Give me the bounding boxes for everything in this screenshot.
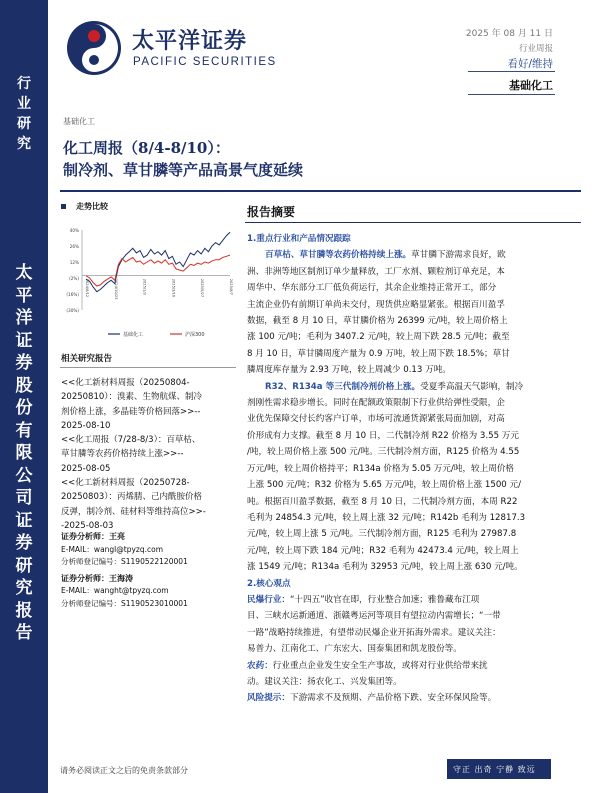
summary-heading: 报告摘要 bbox=[247, 205, 296, 219]
series-line bbox=[86, 232, 230, 291]
company-char: 太 bbox=[15, 263, 33, 283]
analyst-block bbox=[61, 531, 241, 610]
summary-line: 易普力、江南化工、广东宏大、国泰集团和凯龙股份等。 bbox=[247, 644, 462, 655]
logo-english-text: PACIFIC SECURITIES bbox=[133, 56, 277, 68]
summary-paragraph-text: “十四五”收官在即，行业整合加速；雅鲁藏布江项 bbox=[289, 594, 480, 605]
company-char: 限 bbox=[15, 443, 33, 463]
footer-disclaimer: 请务必阅读正文之后的免责条款部分 bbox=[60, 766, 188, 775]
related-report-line: 20250810）：溴素、生物航煤、制冷 bbox=[61, 392, 203, 403]
company-char: 证 bbox=[15, 510, 33, 531]
summary-line: 目、三峡水运新通道、浙赣粤运河等项目有望拉动内需增长；“一带 bbox=[247, 611, 501, 622]
summary-line: 元/吨，较上周下跌 184 元/吨；R32 毛利为 42473.4 元/吨，较上周上 bbox=[247, 545, 519, 556]
related-report-line: -2025-08-03 bbox=[61, 520, 114, 531]
related-report-line: 2025-08-05 bbox=[61, 463, 111, 474]
company-char: 告 bbox=[15, 623, 33, 643]
summary-paragraph bbox=[247, 592, 577, 608]
summary-paragraph bbox=[247, 379, 577, 395]
y-tick-label: (16%) bbox=[66, 292, 79, 297]
company-char: 究 bbox=[15, 578, 33, 598]
summary-paragraph bbox=[247, 690, 577, 706]
summary-line: 数据，截至 8 月 10 日，草甘膦价格为 26399 元/吨，较上周价格上 bbox=[247, 316, 508, 327]
company-char: 平 bbox=[15, 285, 33, 306]
x-tick-label: 2024/10/23 bbox=[113, 278, 118, 300]
x-tick-label: 2025/8/7 bbox=[229, 278, 233, 295]
summary-paragraph-lead: 风险提示： bbox=[247, 693, 290, 704]
footer-motto: 守正 出奇 宁静 致远 bbox=[453, 765, 536, 774]
summary-line: 8 月 10 日，草甘膦周度产量为 0.9 万吨，较上周下跌 18.5%；草甘 bbox=[247, 348, 510, 359]
summary-line: /吨，较上周价格上涨 500 元/吨。三代制冷剂方面，R125 价格为 4.55 bbox=[247, 447, 520, 458]
company-char: 洋 bbox=[15, 308, 33, 328]
summary-line: 价形成有力支撑。截至 8 月 10 日，二代制冷剂 R22 价格为 3.55 万元 bbox=[247, 430, 519, 441]
y-tick-label: 12% bbox=[69, 260, 79, 265]
summary-line: 元/吨，较上周上涨 5 元/吨。三代制冷剂方面，R125 毛利为 27987.8 bbox=[247, 529, 517, 540]
page-subtitle: 制冷剂、草甘膦等产品高景气度延续 bbox=[63, 161, 304, 179]
summary-line: 剂刚性需求稳步增长。同时在配额政策限制下行业供给弹性受限，企 bbox=[247, 398, 505, 409]
summary-paragraph-lead: 百草枯、草甘膦等农药价格持续上涨。 bbox=[265, 250, 412, 261]
breadcrumb: 基础化工 bbox=[63, 117, 95, 126]
related-reports-list bbox=[61, 376, 241, 533]
summary-paragraph-lead: 民爆行业： bbox=[247, 594, 290, 605]
section-heading: 1.重点行业和产品情况跟踪 bbox=[247, 234, 351, 244]
category-char: 行 bbox=[17, 76, 31, 92]
legend-label: 基础化工 bbox=[123, 332, 144, 338]
analyst-email[interactable]: E-MAIL：wangl@tpyzq.com bbox=[61, 544, 164, 554]
company-char: 券 bbox=[15, 533, 33, 553]
summary-paragraph-text: 受夏季高温天气影响，制冷 bbox=[420, 381, 524, 392]
summary-paragraph-lead: R32、R134a 等三代制冷剂价格上涨。 bbox=[265, 381, 421, 392]
legend-label: 沪深300 bbox=[185, 332, 205, 338]
trend-chart bbox=[60, 224, 236, 346]
summary-line: 一路”战略持续推进，有望带动民爆企业开拓海外需求。建议关注： bbox=[247, 627, 501, 638]
report-date: 2025 年 08 月 11 日 bbox=[465, 29, 553, 39]
y-tick-label: 26% bbox=[69, 244, 79, 249]
related-reports-heading: 相关研究报告 bbox=[61, 354, 113, 364]
company-char: 报 bbox=[15, 600, 33, 621]
summary-line: 涨 100 元/吨；毛利为 3407.2 元/吨，较上周下跌 28.5 元/吨；截至 bbox=[247, 332, 510, 343]
summary-line: 洲、非洲等地区制剂订单少量释放，工厂水剂、颗粒剂订单充足，本 bbox=[247, 266, 505, 277]
x-tick-label: 2025/5/27 bbox=[200, 278, 205, 298]
company-char: 研 bbox=[15, 555, 33, 576]
summary-paragraph bbox=[247, 247, 577, 263]
category-char: 究 bbox=[17, 136, 31, 152]
summary-line: 涨 1549 元/吨；R134a 毛利为 32953 元/吨，较上周上涨 630 元/吨。 bbox=[247, 562, 523, 573]
related-report-line: 20250803）：丙烯腈、己内酰胺价格 bbox=[61, 492, 203, 503]
summary-paragraph bbox=[247, 658, 577, 674]
summary-line: 动。建议关注：扬农化工、兴发集团等。 bbox=[247, 676, 402, 687]
analyst-cert: 分析师登记编号：S1190523010001 bbox=[61, 598, 188, 608]
series-line bbox=[86, 255, 230, 286]
summary-line: 主流企业仍有前期订单尚未交付，现货供应略显紧张。根据百川盈孚 bbox=[247, 299, 505, 310]
analyst-email[interactable]: E-MAIL：wanght@tpyzq.com bbox=[61, 586, 169, 595]
summary-paragraph-lead: 农药： bbox=[247, 660, 273, 671]
report-type: 行业周报 bbox=[518, 44, 553, 54]
bullet-square-icon bbox=[61, 204, 66, 209]
related-report-line: <<化工周报（7/28-8/3）：百草枯、 bbox=[61, 435, 201, 446]
summary-line: 毛利为 24854.3 元/吨，较上周上涨 32 元/吨；R142b 毛利为 12817.3 bbox=[247, 512, 526, 523]
company-char: 有 bbox=[15, 420, 33, 441]
analyst-name: 证券分析师：王海涛 bbox=[61, 573, 133, 583]
summary-line: 周华中、华东部分工厂低负荷运行，其余企业维持正常开工，部分 bbox=[247, 283, 497, 294]
category-char: 业 bbox=[17, 96, 31, 112]
related-divider bbox=[60, 367, 236, 368]
logo-mark-icon bbox=[64, 18, 124, 78]
company-char: 券 bbox=[15, 353, 33, 373]
sector-label: 基础化工 bbox=[509, 79, 553, 92]
trend-heading: 走势比较 bbox=[61, 201, 108, 212]
related-report-line: <<化工新材料周报（20250804- bbox=[61, 378, 190, 388]
header-divider bbox=[468, 94, 555, 95]
x-tick-label: 2025/3/16 bbox=[171, 278, 176, 298]
analyst-name: 证券分析师：王亮 bbox=[61, 532, 125, 541]
x-tick-label: 2024/8/12 bbox=[85, 278, 89, 298]
y-tick-label: 40% bbox=[69, 228, 79, 233]
related-report-line: 反弹，制冷剂、硅材料等维持高位>>- bbox=[61, 506, 206, 517]
y-tick-label: (2%) bbox=[69, 276, 79, 281]
summary-line: 业优先保障交付长约客户订单，市场可流通货源紧张局面加剧，对高 bbox=[247, 414, 505, 425]
page-title: 化工周报（8/4-8/10）： bbox=[63, 139, 230, 157]
rating-badge: 看好/维持 bbox=[507, 58, 553, 70]
x-tick-label: 2025/1/3 bbox=[142, 278, 147, 295]
company-char: 公 bbox=[15, 465, 33, 486]
company-name-tag bbox=[13, 262, 35, 645]
logo bbox=[64, 18, 277, 82]
summary-line: 万元/吨，较上周价格持平；R134a 价格为 5.05 万元/吨，较上周价格 bbox=[247, 463, 515, 474]
title-divider bbox=[60, 190, 581, 192]
company-char: 司 bbox=[15, 488, 33, 508]
related-report-line: 剂价格上涨，多晶硅等价格回落>>-- bbox=[61, 406, 201, 417]
company-char: 股 bbox=[15, 375, 33, 396]
header-divider bbox=[468, 71, 555, 72]
summary-body bbox=[247, 231, 577, 707]
summary-line: 膦周度库存量为 2.93 万吨，较上周减少 0.13 万吨。 bbox=[247, 365, 451, 376]
summary-line: 上涨 500 元/吨；R32 价格为 5.65 万元/吨，较上周价格上涨 1500 元/ bbox=[247, 480, 521, 491]
summary-divider bbox=[245, 222, 581, 223]
related-report-line: <<化工新材料周报（20250728- bbox=[61, 478, 190, 489]
report-category-tag bbox=[13, 74, 35, 154]
summary-paragraph-text: 行业重点企业发生安全生产事故，或将对行业供给带来扰 bbox=[272, 660, 488, 671]
category-char: 研 bbox=[17, 116, 31, 132]
logo-chinese-text: 太平洋证券 bbox=[132, 28, 248, 54]
company-char: 份 bbox=[15, 398, 33, 418]
summary-paragraph-text: 草甘膦下游需求良好，欧 bbox=[411, 250, 506, 261]
summary-line: 吨。根据百川盈孚数据，截至 8 月 10 日，二代制冷剂方面，本周 R22 bbox=[247, 496, 518, 507]
analyst-cert: 分析师登记编号：S1190522120001 bbox=[61, 557, 188, 566]
company-char: 证 bbox=[15, 330, 33, 351]
related-report-line: 草甘膦等农药价格持续上涨>>-- bbox=[61, 449, 184, 460]
section-heading: 2.核心观点 bbox=[247, 578, 291, 589]
related-report-line: 2025-08-10 bbox=[61, 420, 111, 431]
y-tick-label: (30%) bbox=[66, 308, 79, 313]
summary-paragraph-text: 下游需求不及预期、产品价格下跌、安全环保风险等。 bbox=[289, 693, 497, 704]
